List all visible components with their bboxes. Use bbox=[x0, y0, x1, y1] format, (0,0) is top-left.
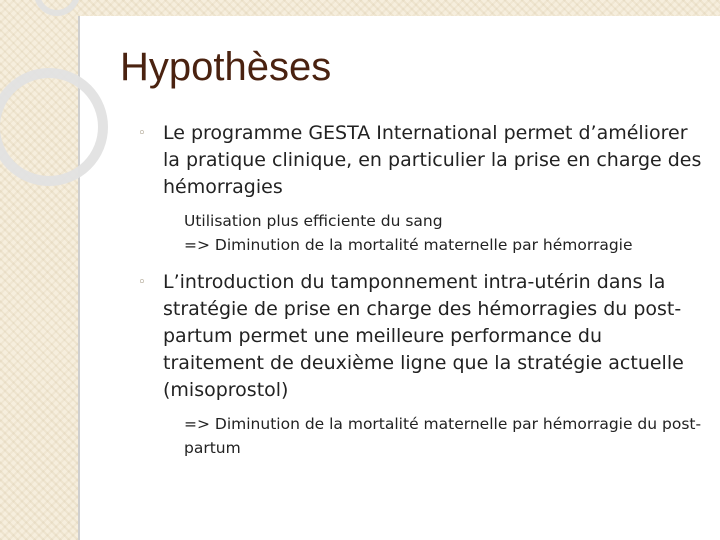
bullet-text: Le programme GESTA International permet d’améliorer la pratique clinique, en particulier la prise en charge des hémorragies bbox=[163, 122, 702, 198]
bullet-item bbox=[138, 120, 703, 201]
sub-bullet-item bbox=[138, 233, 703, 257]
sub-bullet-list bbox=[138, 209, 703, 257]
sub-bullet-text: => Diminution de la mortalité maternelle par hémorragie du post-partum bbox=[184, 415, 702, 457]
sub-bullet-item bbox=[138, 412, 703, 460]
sub-bullet-text: => Diminution de la mortalité maternelle par hémorragie bbox=[184, 236, 633, 254]
slide-title: Hypothèses bbox=[120, 45, 332, 89]
sub-bullet-text: Utilisation plus efficiente du sang bbox=[184, 212, 443, 230]
decorative-top-band bbox=[78, 0, 720, 16]
bullet-marker-icon: ◦ bbox=[138, 126, 146, 141]
sub-bullet-list bbox=[138, 412, 703, 460]
bullet-text: L’introduction du tamponnement intra-utérin dans la stratégie de prise en charge des hémorragies du post-partum permet une meilleure performance du traitement de deuxième ligne que la stratégie actuelle (misoprostol) bbox=[163, 271, 684, 401]
sub-bullet-item bbox=[138, 209, 703, 233]
slide-content bbox=[138, 120, 703, 472]
decorative-large-ring bbox=[0, 68, 108, 186]
bullet-marker-icon: ◦ bbox=[138, 275, 146, 290]
bullet-item bbox=[138, 269, 703, 404]
